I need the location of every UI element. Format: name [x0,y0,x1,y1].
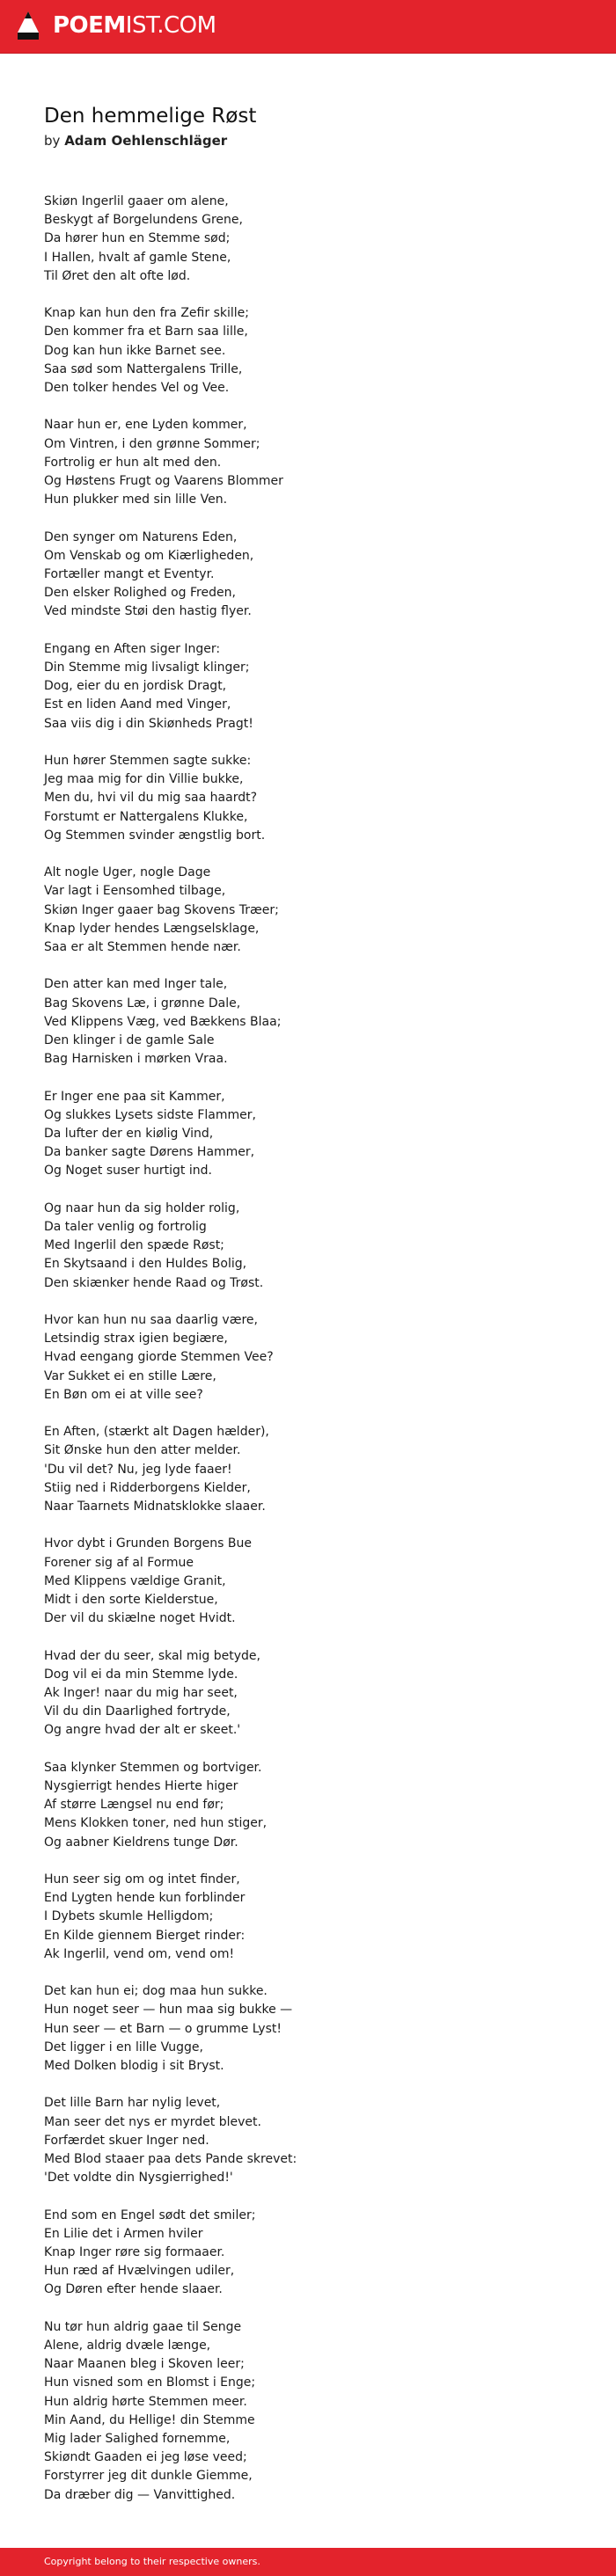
poem-stanza [44,1535,572,1628]
brand-name-light: IST.COM [125,12,216,39]
poem-line: Med Klippens vældige Granit, [44,1573,226,1588]
poem-line: Hun hører Stemmen sagte sukke: [44,754,252,769]
byline-prefix: by [44,133,61,149]
poem-line: Den kommer fra et Barn saa lille, [44,325,248,339]
poem-stanza [44,1311,572,1405]
poem-line: Og slukkes Lysets sidste Flammer, [44,1107,256,1122]
poem-line: Mens Klokken toner, ned hun stiger, [44,1816,268,1831]
poem-line: Est en liden Aand med Vinger, [44,697,231,712]
poem-line: Den elsker Rolighed og Freden, [44,586,236,601]
poem-line: Naar Taarnets Midnatsklokke slaaer. [44,1500,266,1514]
poem-line: Og Stemmen svinder ængstlig bort. [44,828,266,843]
poem-line: Bag Harnisken i mørken Vraa. [44,1052,228,1067]
poem-line: Da taler venlig og fortrolig [44,1220,207,1235]
poem-stanza [44,1088,572,1181]
poem-line: Dog, eier du en jordisk Dragt, [44,679,227,694]
site-logo-link[interactable] [18,11,216,40]
poem-line: Af større Længsel nu end før; [44,1798,224,1813]
poem-byline [44,132,572,150]
poem-line: Din Stemme mig livsaligt klinger; [44,660,250,675]
site-footer [0,2548,616,2576]
poem-stanza [44,1871,572,1964]
poem-line: Hun noget seer — hun maa sig bukke — [44,2003,293,2018]
poem-line: Midt i den sorte Kielderstue, [44,1593,218,1608]
poem-line: Det ligger i en lille Vugge, [44,2040,203,2054]
poem-line: Mig lader Salighed fornemme, [44,2432,231,2447]
poem-line: Fortrolig er hun alt med den. [44,455,222,470]
poem-stanza [44,2318,572,2505]
brand-name-bold: POEM [53,12,126,39]
poem-line: Ved mindste Støi den hastig flyer. [44,604,252,619]
poem-line: Saa klynker Stemmen og bortviger. [44,1760,262,1775]
poem-line: Alene, aldrig dvæle længe, [44,2339,211,2353]
poem-stanza [44,2207,572,2300]
poem-line: Hun ræd af Hvælvingen udiler, [44,2264,235,2279]
poem-line: En Kilde giennem Bierget rinder: [44,1928,246,1943]
poem-line: Skiøn Inger gaaer bag Skovens Træer; [44,902,279,917]
poem-line: Hvad eengang giorde Stemmen Vee? [44,1350,274,1365]
poem-line: Hun plukker med sin lille Ven. [44,493,228,507]
poem-stanza [44,2094,572,2187]
poem-stanza [44,304,572,398]
poem-line: Der vil du skiælne noget Hvidt. [44,1611,236,1626]
poem-line: Jeg maa mig for din Villie bukke, [44,772,244,787]
poem-line: Og naar hun da sig holder rolig, [44,1200,240,1215]
poem-line: Om Vintren, i den grønne Sommer; [44,436,260,451]
poem-body [44,193,572,2523]
poem-line: Nu tør hun aldrig gaae til Senge [44,2319,242,2334]
poem-line: Var Sukket ei en stille Lære, [44,1368,216,1383]
poem-line: 'Du vil det? Nu, jeg lyde faaer! [44,1462,232,1477]
poem-line: Da banker sagte Dørens Hammer, [44,1145,255,1160]
poem-line: En Skytsaand i den Huldes Bolig, [44,1257,247,1272]
poem-line: Forstumt er Nattergalens Klukke, [44,809,248,824]
poem-line: Hun visned som en Blomst i Enge; [44,2375,256,2390]
poem-stanza [44,1759,572,1852]
poem-line: Hun seer sig om og intet finder, [44,1872,240,1887]
poem-line: Og Døren efter hende slaaer. [44,2282,223,2297]
site-logo-text [53,11,216,40]
poem-line: Ak Ingerlil, vend om, vend om! [44,1946,235,1961]
poem-line: Den synger om Naturens Eden, [44,529,238,544]
poem-line: Stiig ned i Ridderborgens Kielder, [44,1480,251,1495]
poem-line: Var lagt i Eensomhed tilbage, [44,884,226,899]
poem-line: Ak Inger! naar du mig har seet, [44,1686,238,1701]
poem-line: Det kan hun ei; dog maa hun sukke. [44,1984,268,1999]
poem-stanza [44,975,572,1069]
site-header [0,0,616,53]
poem-line: En Bøn om ei at ville see? [44,1387,203,1402]
poem-line: Forstyrrer jeg dit dunkle Giemme, [44,2469,253,2484]
poem-line: Bag Skovens Læ, i grønne Dale, [44,996,241,1011]
poem-stanza [44,1982,572,2076]
poem-line: Saa sød som Nattergalens Trille, [44,361,243,376]
poem-stanza [44,529,572,622]
poem-line: Naar Maanen bleg i Skoven leer; [44,2357,245,2372]
poem-line: I Dybets skumle Helligdom; [44,1909,214,1924]
poem-line: Fortæller mangt et Eventyr. [44,567,215,582]
poem-stanza [44,1647,572,1740]
poem-line: Men du, hvi vil du mig saa haardt? [44,791,258,806]
poem-line: Knap lyder hendes Længselsklage, [44,921,260,936]
poem-line: Den atter kan med Inger tale, [44,977,228,992]
poem-line: Da dræber dig — Vanvittighed. [44,2487,236,2502]
poem-line: Med Dolken blodig i sit Bryst. [44,2059,224,2074]
poem-line: Engang en Aften siger Inger: [44,641,221,656]
poem-line: Skiøn Ingerlil gaaer om alene, [44,194,229,208]
footer-copyright: Copyright belong to their respective owners. [44,2556,260,2567]
poem-line: End Lygten hende kun forblinder [44,1891,246,1906]
poem-line: Beskygt af Borgelundens Grene, [44,213,243,228]
poem-line: End som en Engel sødt det smiler; [44,2207,256,2222]
poem-line: Naar hun er, ene Lyden kommer, [44,418,247,433]
poem-header [44,104,572,150]
poem-line: Ved Klippens Væg, ved Bækkens Blaa; [44,1014,282,1029]
poem-stanza [44,1423,572,1516]
poem-line: Nysgierrigt hendes Hierte higer [44,1779,238,1794]
poem-line: En Aften, (stærkt alt Dagen hælder), [44,1425,269,1440]
poem-line: Letsindig strax igien begiære, [44,1332,228,1346]
poem-line: Knap kan hun den fra Zefir skille; [44,306,249,321]
poem-line: Da lufter der en kiølig Vind, [44,1127,214,1142]
author-link[interactable]: Adam Oehlenschläger [64,133,228,149]
poem-line: Vil du din Daarlighed fortryde, [44,1704,231,1719]
poem-line: Hun aldrig hørte Stemmen meer. [44,2394,247,2409]
poem-line: Saa er alt Stemmen hende nær. [44,940,241,955]
poem-line: Om Venskab og om Kiærligheden, [44,548,254,563]
poem-line: Sit Ønske hun den atter melder. [44,1443,241,1458]
poem-title: Den hemmelige Røst [44,105,257,128]
poem-line: Dog vil ei da min Stemme lyde. [44,1667,238,1682]
poem-line: Min Aand, du Hellige! din Stemme [44,2412,255,2427]
poem-stanza [44,752,572,845]
poem-line: Og Noget suser hurtigt ind. [44,1164,212,1179]
poem-line: Er Inger ene paa sit Kammer, [44,1089,225,1104]
poem-line: Med Blod staaer paa dets Pande skrevet: [44,2152,297,2167]
poem-line: Og Høstens Frugt og Vaarens Blommer [44,474,283,489]
poem-line: Dog kan hun ikke Barnet see. [44,343,226,358]
poem-line: Med Ingerlil den spæde Røst; [44,1238,224,1253]
poem-line: Knap Inger røre sig formaaer. [44,2245,225,2260]
poem-line: Den skiænker hende Raad og Trøst. [44,1275,264,1290]
poem-line: Skiøndt Gaaden ei jeg løse veed; [44,2450,247,2465]
poem-stanza [44,864,572,957]
poem-stanza [44,193,572,286]
poem-line: Og angre hvad der alt er skeet.' [44,1723,241,1738]
poem-line: Den tolker hendes Vel og Vee. [44,381,230,396]
pencil-tip-icon [18,11,39,40]
poem-line: 'Det voldte din Nysgierrighed!' [44,2171,233,2186]
poem-line: Alt nogle Uger, nogle Dage [44,865,211,880]
poem-line: Det lille Barn har nylig levet, [44,2096,221,2111]
poem-line: En Lilie det i Armen hviler [44,2226,203,2241]
poem-line: Hvor kan hun nu saa daarlig være, [44,1313,258,1328]
poem-stanza [44,640,572,733]
poem-line: Saa viis dig i din Skiønheds Pragt! [44,716,253,731]
poem-stanza [44,1200,572,1293]
poem-line: Hvor dybt i Grunden Borgens Bue [44,1536,252,1551]
poem-line: I Hallen, hvalt af gamle Stene, [44,250,231,265]
poem-line: Forener sig af al Formue [44,1555,194,1570]
poem-line: Hvad der du seer, skal mig betyde, [44,1648,260,1663]
poem-line: Den klinger i de gamle Sale [44,1033,215,1048]
poem-line: Hun seer — et Barn — o grumme Lyst! [44,2021,282,2036]
poem-line: Forfærdet skuer Inger ned. [44,2133,209,2148]
poem-stanza [44,416,572,509]
poem-line: Da hører hun en Stemme sød; [44,231,231,246]
poem-line: Til Øret den alt ofte lød. [44,268,191,283]
poem-line: Og aabner Kieldrens tunge Dør. [44,1835,238,1850]
poem-line: Man seer det nys er myrdet blevet. [44,2114,261,2129]
